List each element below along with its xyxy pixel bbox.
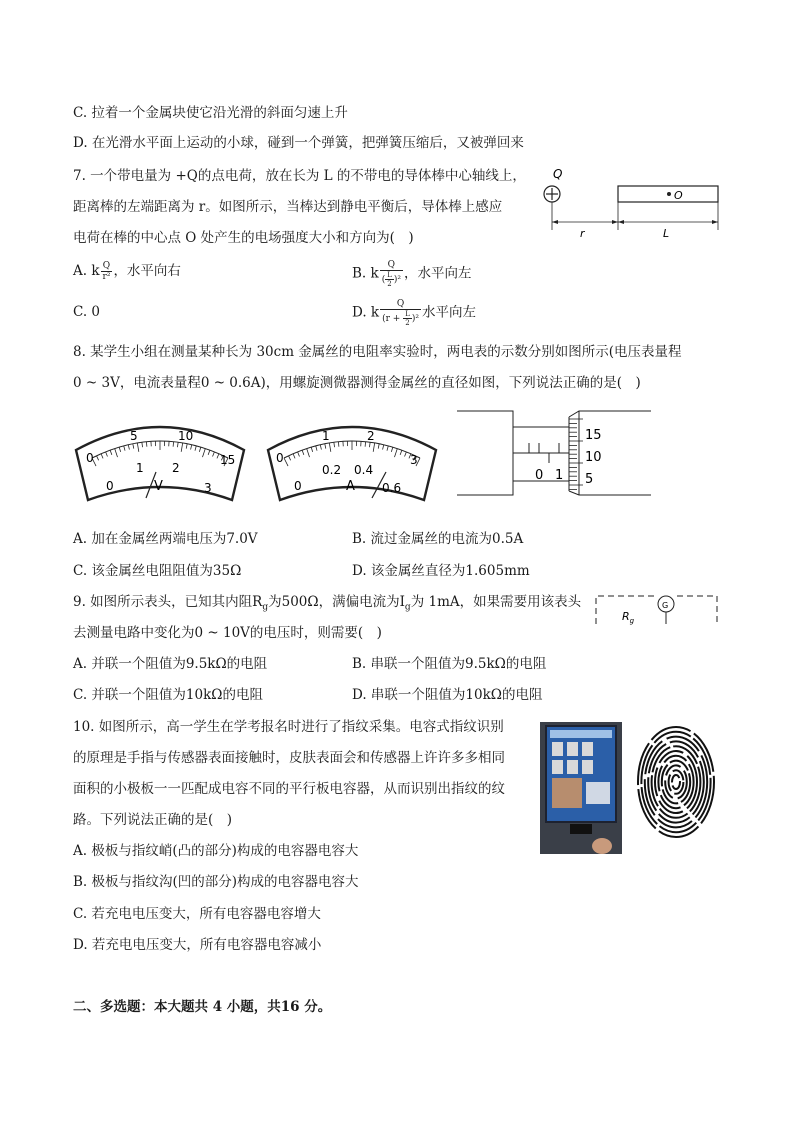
q9-option-b: B. 串联一个阻值为9.5kΩ的电阻 [352, 656, 547, 672]
q6-option-c: C. 拉着一个金属块使它沿光滑的斜面匀速上升 [73, 105, 348, 121]
svg-text:0: 0 [276, 451, 284, 465]
q10-stem-line2: 的原理是手指与传感器表面接触时，皮肤表面会和传感器上许许多多相同 [73, 750, 505, 766]
svg-text:3: 3 [204, 481, 212, 495]
q9-galvanometer-figure [593, 590, 723, 628]
q7-fig-o-label: O [674, 189, 683, 202]
q10-option-b: B. 极板与指纹沟(凹的部分)构成的电容器电容大 [73, 874, 359, 890]
fingerprint-scanner-photo [540, 722, 622, 854]
q7-fig-r-label: r [580, 227, 585, 240]
svg-text:G: G [662, 601, 669, 610]
svg-text:1: 1 [322, 429, 330, 443]
micrometer-figure [455, 405, 660, 499]
svg-text:0: 0 [106, 479, 114, 493]
svg-text:2: 2 [367, 429, 375, 443]
q8-option-b: B. 流过金属丝的电流为0.5A [352, 531, 524, 547]
q8-option-c: C. 该金属丝电阻阻值为35Ω [73, 563, 242, 579]
svg-text:5: 5 [130, 429, 138, 443]
svg-text:15: 15 [585, 428, 602, 443]
svg-text:1: 1 [555, 468, 564, 483]
q7-stem-line2: 距离棒的左端距离为 r。如图所示，当棒达到静电平衡后，导体棒上感应 [73, 199, 503, 215]
svg-text:0.2: 0.2 [322, 463, 342, 477]
section2-heading: 二、多选题：本大题共 4 小题，共16 分。 [73, 999, 332, 1015]
q8-stem-line1: 8. 某学生小组在测量某种长为 30cm 金属丝的电阻率实验时，两电表的示数分别如图所示(电压表量程 [73, 344, 682, 360]
q9-option-d: D. 串联一个阻值为10kΩ的电阻 [352, 687, 543, 703]
voltmeter-figure [70, 412, 250, 508]
q9-option-c: C. 并联一个阻值为10kΩ的电阻 [73, 687, 263, 703]
voltmeter-unit: V [154, 479, 163, 494]
q10-option-d: D. 若充电电压变大，所有电容器电容减小 [73, 937, 322, 953]
q7-stem-line3: 电荷在棒的中心点 O 处产生的电场强度大小和方向为( ) [73, 230, 414, 246]
svg-text:10: 10 [178, 429, 194, 443]
q8-stem-line2: 0 ~ 3V，电流表量程0 ~ 0.6A)，用螺旋测微器测得金属丝的直径如图，下列说法正确的是( ) [73, 375, 641, 391]
q9-stem-line1: 9. 如图所示表头，已知其内阻$R_g$为500Ω，满偏电流为$I_g$为 1mA，如果需要用该表头 [73, 594, 582, 613]
q7-option-b: B. k Q ( $\frac{L}{2}$ )² ，水平向左 [352, 260, 472, 288]
q9-fig-rg-label: $R_g$ [622, 610, 635, 625]
ammeter-figure [262, 412, 442, 508]
q7-option-d: D. k Q (r + $\frac{L}{2}$ )² 水平向左 [352, 299, 476, 327]
ammeter-unit: A [346, 479, 355, 494]
svg-text:0: 0 [294, 479, 302, 493]
svg-text:0: 0 [535, 468, 544, 483]
q7-fig-l-label: L [663, 227, 670, 240]
svg-text:1: 1 [136, 461, 144, 475]
fingerprint-icon [636, 722, 716, 842]
svg-text:0: 0 [86, 451, 94, 465]
svg-text:0.4: 0.4 [354, 463, 374, 477]
q7-option-a: A. k $\frac{Q}{\text{r²}}$ ，水平向右 [73, 261, 181, 282]
q7-charge-rod-figure [538, 164, 728, 240]
svg-text:3: 3 [410, 453, 418, 467]
svg-text:2: 2 [172, 461, 180, 475]
svg-text:10: 10 [585, 450, 602, 465]
q10-option-a: A. 极板与指纹峭(凸的部分)构成的电容器电容大 [73, 843, 359, 859]
q9-option-a: A. 并联一个阻值为9.5kΩ的电阻 [73, 656, 268, 672]
q7-stem-line1: 7. 一个带电量为 +Q的点电荷，放在长为 L 的不带电的导体棒中心轴线上， [73, 168, 526, 184]
svg-text:5: 5 [585, 472, 594, 487]
q7-option-c: C. 0 [73, 304, 101, 320]
q7-fig-q-label: Q [553, 167, 563, 181]
svg-text:15: 15 [220, 453, 236, 467]
q8-option-a: A. 加在金属丝两端电压为7.0V [73, 531, 258, 547]
q6-option-d: D. 在光滑水平面上运动的小球，碰到一个弹簧，把弹簧压缩后，又被弹回来 [73, 135, 524, 151]
q10-stem-line3: 面积的小极板一一匹配成电容不同的平行板电容器，从而识别出指纹的纹 [73, 781, 505, 797]
q10-stem-line4: 路。下列说法正确的是( ) [73, 812, 233, 828]
q9-stem-line2: 去测量电路中变化为0 ~ 10V的电压时，则需要( ) [73, 625, 382, 641]
q8-option-d: D. 该金属丝直径为1.605mm [352, 563, 530, 579]
svg-text:0.6: 0.6 [382, 481, 402, 495]
micrometer-thimble-scale [585, 428, 602, 487]
q10-stem-line1: 10. 如图所示，高一学生在学考报名时进行了指纹采集。电容式指纹识别 [73, 719, 504, 735]
q10-option-c: C. 若充电电压变大，所有电容器电容增大 [73, 906, 321, 922]
